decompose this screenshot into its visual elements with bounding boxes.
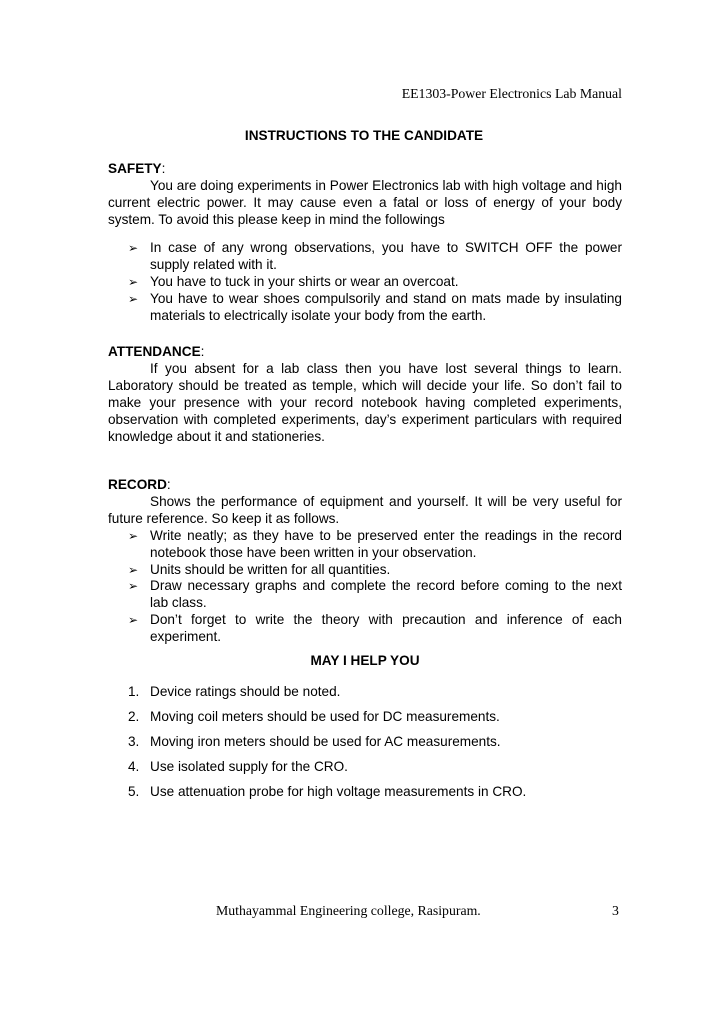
record-heading-text: RECORD (108, 477, 167, 493)
attendance-section (108, 343, 622, 445)
list-item (108, 612, 622, 646)
help-title: MAY I HELP YOU (310, 652, 420, 668)
running-header: EE1303-Power Electronics Lab Manual (401, 86, 622, 101)
help-item-text-5: Use attenuation probe for high voltage measurements in CRO. (150, 784, 527, 800)
footer-college-name: Muthayammal Engineering college, Rasipuram. (216, 903, 481, 918)
safety-heading (108, 160, 622, 178)
list-item (108, 684, 622, 701)
list-number: 2. (128, 708, 140, 724)
record-bullet-text-2: Units should be written for all quantities. (150, 561, 391, 577)
record-paragraph: Shows the performance of equipment and yourself. It will be very useful for future reference. So keep it as follows. (108, 494, 622, 527)
list-item (108, 291, 622, 325)
record-heading-colon: : (166, 477, 171, 493)
list-item (108, 709, 622, 726)
safety-bullet-text-2: You have to tuck in your shirts or wear an overcoat. (150, 273, 459, 289)
record-bullet-text-4: Don’t forget to write the theory with precaution and inference of each experiment. (150, 611, 622, 644)
attendance-heading (108, 343, 622, 361)
arrow-bullet-icon: ➢ (128, 612, 139, 627)
list-item (108, 562, 622, 579)
arrow-bullet-icon: ➢ (128, 274, 139, 289)
record-bullet-list (108, 528, 622, 646)
help-item-text-2: Moving coil meters should be used for DC measurements. (150, 708, 500, 724)
safety-bullet-list (108, 240, 622, 324)
list-number: 1. (128, 683, 140, 699)
arrow-bullet-icon: ➢ (128, 241, 139, 256)
safety-section (108, 160, 622, 324)
safety-heading-colon: : (161, 161, 166, 176)
record-bullet-text-1: Write neatly; as they have to be preserved enter the readings in the record notebook those have been written in your observation. (150, 527, 622, 560)
help-item-text-1: Device ratings should be noted. (150, 683, 341, 699)
help-item-text-3: Moving iron meters should be used for AC measurements. (150, 733, 501, 749)
arrow-bullet-icon: ➢ (128, 562, 139, 577)
list-item (108, 240, 622, 274)
document-body (108, 152, 622, 809)
list-item (108, 274, 622, 291)
list-item (108, 784, 622, 801)
list-number: 3. (128, 733, 140, 749)
safety-paragraph: You are doing experiments in Power Electronics lab with high voltage and high current electric power. It may cause even a fatal or loss of energy of your body system. To avoid this please keep in mind the followings (108, 178, 622, 227)
safety-bullet-text-1: In case of any wrong observations, you have to SWITCH OFF the power supply related with it. (150, 240, 622, 273)
safety-heading-text: SAFETY (108, 161, 162, 176)
list-item (108, 734, 622, 751)
record-section (108, 476, 622, 645)
record-heading (108, 476, 622, 494)
list-item (108, 759, 622, 776)
arrow-bullet-icon: ➢ (128, 291, 139, 306)
arrow-bullet-icon: ➢ (128, 528, 139, 543)
page-title: INSTRUCTIONS TO THE CANDIDATE (244, 128, 484, 143)
attendance-heading-colon: : (200, 344, 205, 360)
list-item (108, 578, 622, 612)
attendance-heading-text: ATTENDANCE (108, 344, 201, 360)
help-item-text-4: Use isolated supply for the CRO. (150, 759, 348, 775)
help-numbered-list (108, 684, 622, 802)
list-number: 5. (128, 784, 140, 800)
safety-bullet-text-3: You have to wear shoes compulsorily and stand on mats made by insulating materials to electrically isolate your body from the earth. (150, 290, 622, 323)
list-item (108, 528, 622, 562)
arrow-bullet-icon: ➢ (128, 579, 139, 594)
attendance-paragraph: If you absent for a lab class then you have lost several things to learn. Laboratory should be treated as temple, which will decide your life. So don’t fail to make your presence with your record notebook having completed experiments, observation with completed experiments, day’s experiment particulars with required knowledge about it and stationeries. (108, 361, 622, 444)
help-section (108, 652, 622, 802)
page-number: 3 (612, 903, 619, 918)
list-number: 4. (128, 759, 140, 775)
record-bullet-text-3: Draw necessary graphs and complete the record before coming to the next lab class. (150, 578, 622, 611)
